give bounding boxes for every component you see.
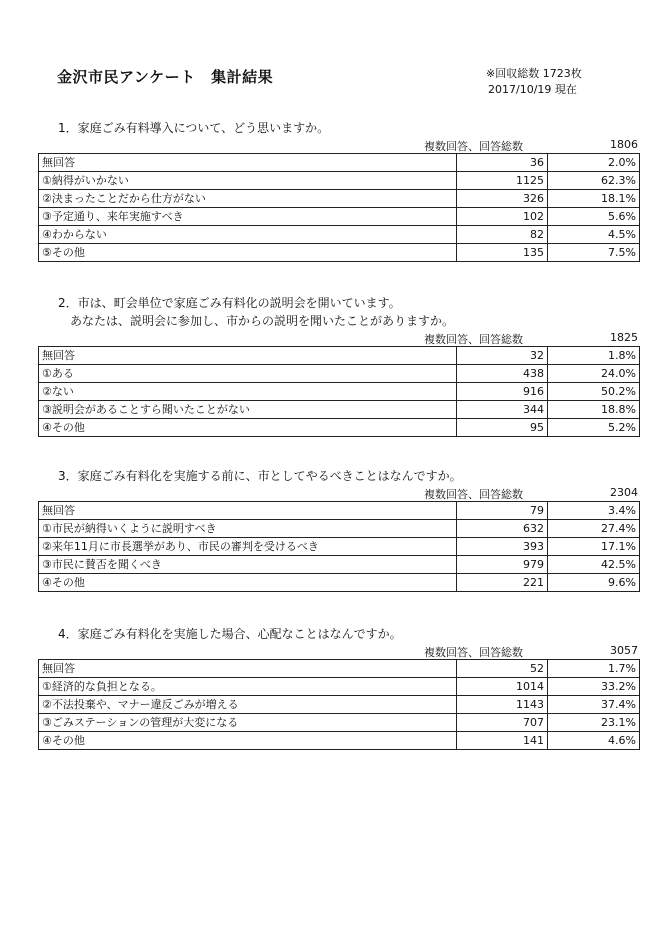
total-label: 複数回答、回答総数 — [424, 488, 523, 501]
answer-count: 82 — [457, 226, 548, 244]
answer-percent: 37.4% — [548, 696, 640, 714]
answer-percent: 5.6% — [548, 208, 640, 226]
table-row — [39, 208, 640, 226]
total-value: 2304 — [610, 486, 638, 499]
answer-count: 979 — [457, 556, 548, 574]
answer-percent: 50.2% — [548, 383, 640, 401]
table-row — [39, 574, 640, 592]
answer-percent: 9.6% — [548, 574, 640, 592]
total-row — [38, 330, 640, 346]
answer-percent: 33.2% — [548, 678, 640, 696]
question-text: 4．家庭ごみ有料化を実施した場合、心配なことはなんですか。 — [58, 627, 402, 641]
results-table — [38, 346, 640, 437]
total-value: 1806 — [610, 138, 638, 151]
total-row — [38, 643, 640, 659]
answer-count: 326 — [457, 190, 548, 208]
answer-label: ③予定通り、来年実施すべき — [39, 208, 457, 226]
answer-label: ④その他 — [39, 574, 457, 592]
answer-percent: 1.7% — [548, 660, 640, 678]
answer-label: ②ない — [39, 383, 457, 401]
answer-percent: 24.0% — [548, 365, 640, 383]
answer-label: ③市民に賛否を聞くべき — [39, 556, 457, 574]
table-row — [39, 556, 640, 574]
answer-percent: 18.8% — [548, 401, 640, 419]
answer-label: ③説明会があることすら聞いたことがない — [39, 401, 457, 419]
answer-count: 102 — [457, 208, 548, 226]
table-row — [39, 660, 640, 678]
table-row — [39, 419, 640, 437]
table-row — [39, 714, 640, 732]
question-text: 3．家庭ごみ有料化を実施する前に、市としてやるべきことはなんですか。 — [58, 469, 462, 483]
answer-count: 135 — [457, 244, 548, 262]
answer-label: ④その他 — [39, 419, 457, 437]
answer-percent: 42.5% — [548, 556, 640, 574]
question-text-line-2: あなたは、説明会に参加し、市からの説明を聞いたことがありますか。 — [58, 314, 455, 328]
table-row — [39, 172, 640, 190]
question-2-section — [38, 294, 640, 437]
total-collected: ※回収総数 1723枚 — [486, 67, 582, 80]
results-table — [38, 153, 640, 262]
question-text: 1．家庭ごみ有料導入について、どう思いますか。 — [58, 121, 330, 135]
answer-percent: 27.4% — [548, 520, 640, 538]
answer-label: ④わからない — [39, 226, 457, 244]
answer-label: ①納得がいかない — [39, 172, 457, 190]
answer-label: ⑤その他 — [39, 244, 457, 262]
answer-label: ②不法投棄や、マナー違反ごみが増える — [39, 696, 457, 714]
table-row — [39, 696, 640, 714]
answer-percent: 1.8% — [548, 347, 640, 365]
answer-percent: 4.6% — [548, 732, 640, 750]
answer-label: ①市民が納得いくように説明すべき — [39, 520, 457, 538]
table-row — [39, 154, 640, 172]
answer-count: 1125 — [457, 172, 548, 190]
as-of-date: 2017/10/19 現在 — [488, 83, 577, 96]
answer-label: ②来年11月に市長選挙があり、市民の審判を受けるべき — [39, 538, 457, 556]
table-row — [39, 502, 640, 520]
total-label: 複数回答、回答総数 — [424, 333, 523, 346]
question-3-section — [38, 467, 640, 592]
table-row — [39, 401, 640, 419]
answer-count: 632 — [457, 520, 548, 538]
answer-count: 95 — [457, 419, 548, 437]
table-row — [39, 226, 640, 244]
answer-label: ①経済的な負担となる。 — [39, 678, 457, 696]
answer-percent: 7.5% — [548, 244, 640, 262]
answer-count: 36 — [457, 154, 548, 172]
answer-count: 79 — [457, 502, 548, 520]
table-row — [39, 190, 640, 208]
answer-count: 707 — [457, 714, 548, 732]
total-row — [38, 485, 640, 501]
table-row — [39, 678, 640, 696]
answer-label: 無回答 — [39, 347, 457, 365]
answer-count: 438 — [457, 365, 548, 383]
total-value: 1825 — [610, 331, 638, 344]
total-label: 複数回答、回答総数 — [424, 140, 523, 153]
table-row — [39, 520, 640, 538]
answer-label: ①ある — [39, 365, 457, 383]
answer-count: 32 — [457, 347, 548, 365]
table-row — [39, 732, 640, 750]
answer-count: 344 — [457, 401, 548, 419]
table-row — [39, 383, 640, 401]
answer-percent: 17.1% — [548, 538, 640, 556]
answer-count: 1143 — [457, 696, 548, 714]
question-4-section — [38, 625, 640, 750]
answer-count: 393 — [457, 538, 548, 556]
answer-percent: 23.1% — [548, 714, 640, 732]
answer-label: ③ごみステーションの管理が大変になる — [39, 714, 457, 732]
table-row — [39, 244, 640, 262]
question-1-section — [38, 119, 640, 262]
answer-percent: 18.1% — [548, 190, 640, 208]
table-row — [39, 365, 640, 383]
results-table — [38, 659, 640, 750]
table-row — [39, 347, 640, 365]
answer-label: 無回答 — [39, 660, 457, 678]
answer-percent: 4.5% — [548, 226, 640, 244]
answer-count: 916 — [457, 383, 548, 401]
answer-percent: 2.0% — [548, 154, 640, 172]
answer-percent: 5.2% — [548, 419, 640, 437]
total-label: 複数回答、回答総数 — [424, 646, 523, 659]
survey-meta — [486, 66, 582, 98]
answer-label: ②決まったことだから仕方がない — [39, 190, 457, 208]
total-row — [38, 137, 640, 153]
answer-percent: 62.3% — [548, 172, 640, 190]
answer-count: 141 — [457, 732, 548, 750]
answer-count: 1014 — [457, 678, 548, 696]
page-title: 金沢市民アンケート 集計結果 — [57, 68, 274, 86]
results-table — [38, 501, 640, 592]
table-row — [39, 538, 640, 556]
answer-percent: 3.4% — [548, 502, 640, 520]
answer-label: 無回答 — [39, 502, 457, 520]
total-value: 3057 — [610, 644, 638, 657]
answer-count: 221 — [457, 574, 548, 592]
answer-label: 無回答 — [39, 154, 457, 172]
answer-count: 52 — [457, 660, 548, 678]
question-text: 2．市は、町会単位で家庭ごみ有料化の説明会を開いています。 — [58, 296, 401, 310]
answer-label: ④その他 — [39, 732, 457, 750]
